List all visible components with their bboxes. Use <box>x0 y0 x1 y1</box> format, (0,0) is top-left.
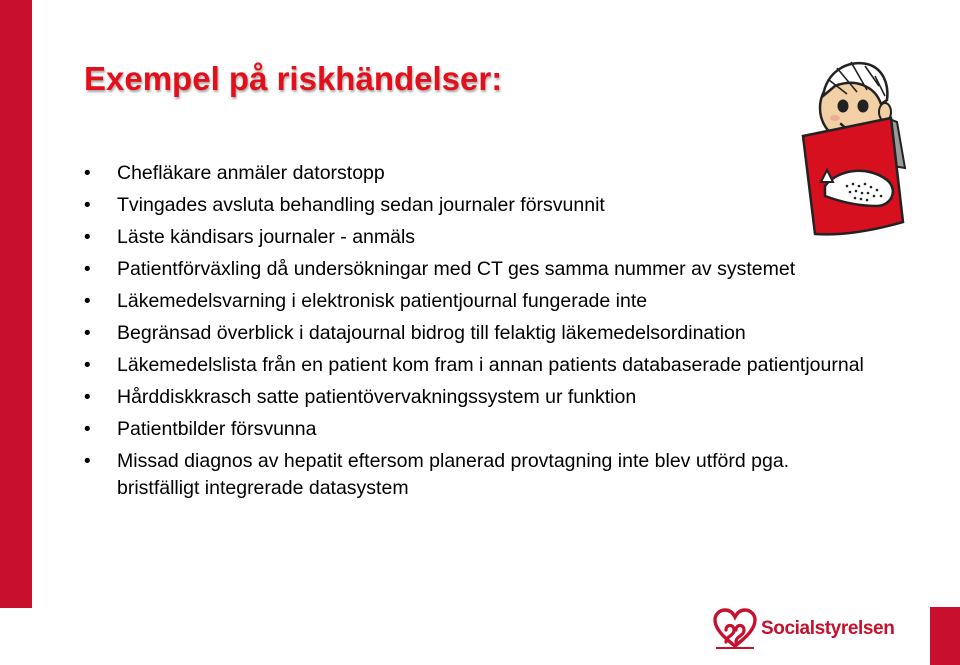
socialstyrelsen-heart-logo-icon <box>712 608 758 650</box>
left-accent-bar <box>0 0 32 608</box>
bullet-item: • Patientbilder försvunna <box>84 416 864 443</box>
corner-accent-bar <box>930 607 960 665</box>
bullet-item: • Begränsad överblick i datajournal bidrog till felaktig läkemedelsordination <box>84 320 864 347</box>
bandaged-patient-mascot-icon <box>795 56 920 238</box>
bullet-item: • Hårddiskkrasch satte patientövervakningssystem ur funktion <box>84 384 864 411</box>
bullet-item: • Missad diagnos av hepatit eftersom planerad provtagning inte blev utförd pga. bristfälligt integrerade datasystem <box>84 448 864 502</box>
logo-text: Socialstyrelsen <box>761 618 895 639</box>
bullet-list <box>84 160 864 507</box>
bullet-item: • Chefläkare anmäler datorstopp <box>84 160 864 187</box>
slide-title: Exempel på riskhändelser: <box>84 60 503 97</box>
bullet-item: • Tvingades avsluta behandling sedan journaler försvunnit <box>84 192 864 219</box>
bullet-item: • Patientförväxling då undersökningar med CT ges samma nummer av systemet <box>84 256 864 283</box>
socialstyrelsen-logo <box>712 606 907 652</box>
bullet-item: • Läste kändisars journaler - anmäls <box>84 224 864 251</box>
bullet-item: • Läkemedelslista från en patient kom fram i annan patients databaserade patientjournal <box>84 352 864 379</box>
bullet-item: • Läkemedelsvarning i elektronisk patientjournal fungerade inte <box>84 288 864 315</box>
